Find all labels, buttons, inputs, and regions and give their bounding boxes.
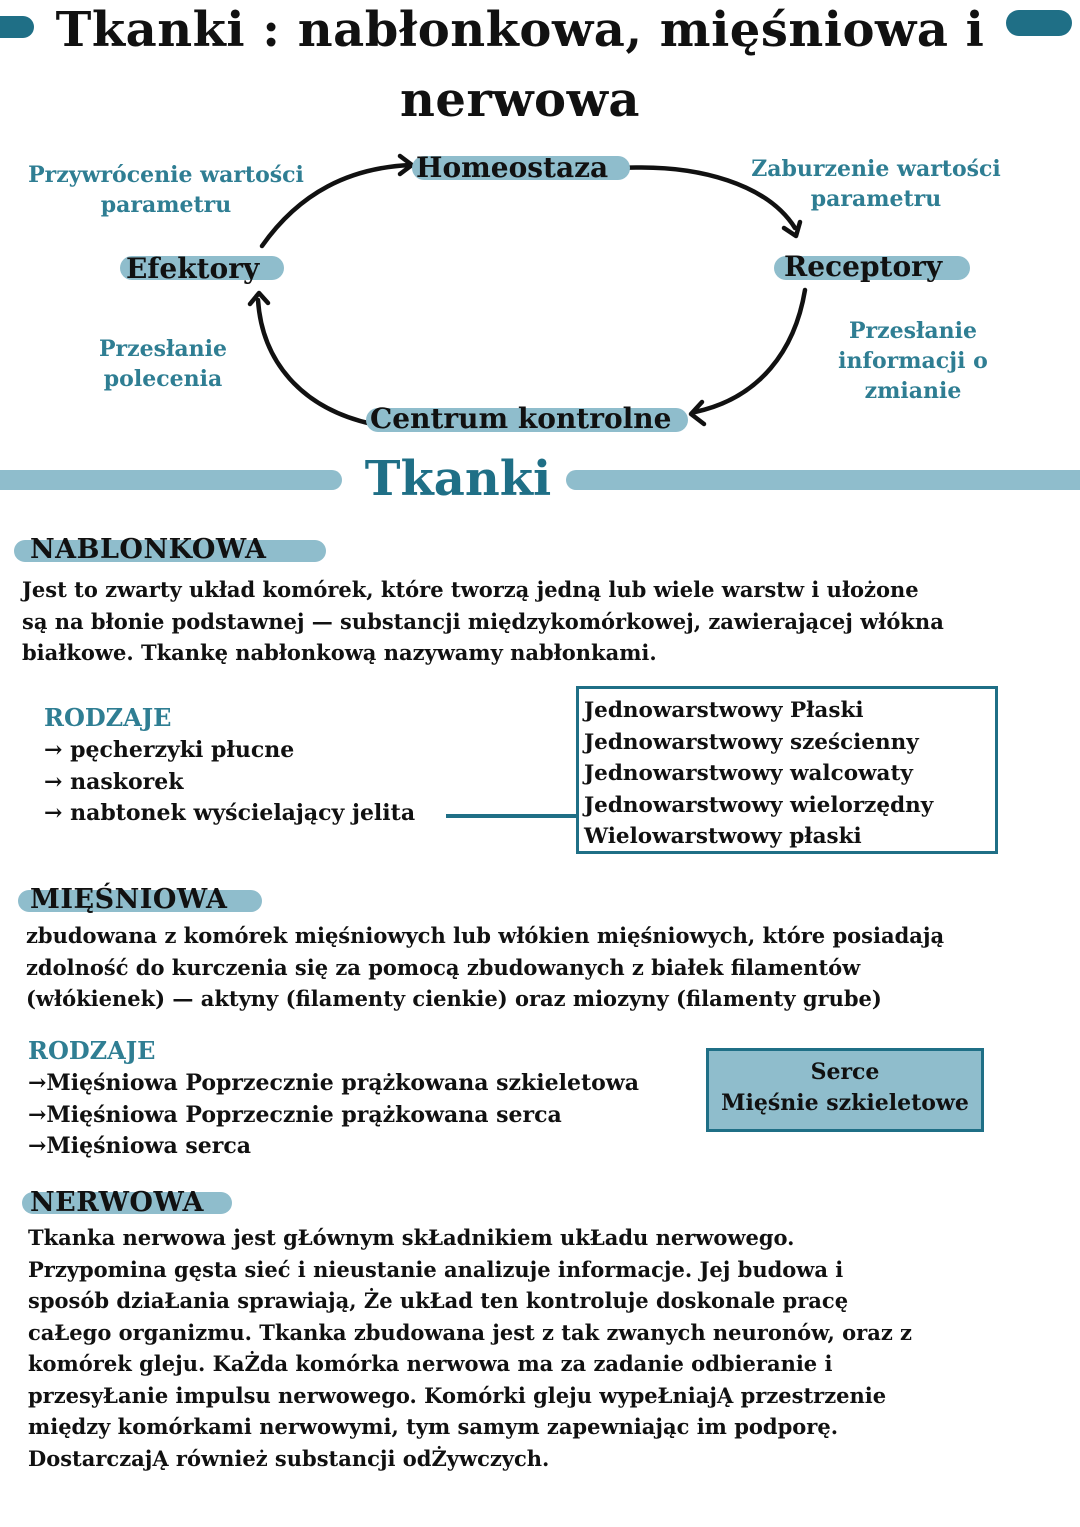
label-przeslanie-polecenia-line-1: Przesłanie — [98, 336, 228, 362]
box-item: Mięśnie szkieletowe — [721, 1090, 969, 1116]
node-efektory: Efektory — [126, 252, 260, 285]
nerwowa-text-line: DostarczajĄ również substancji odŻywczych. — [28, 1445, 550, 1471]
miesniowa-rodzaje-label: RODZAJE — [28, 1036, 156, 1065]
miesniowa-text-line: zdolność do kurczenia się za pomocą zbudowanych z białek filamentów — [26, 954, 861, 980]
list-item: → naskorek — [44, 768, 184, 795]
nerwowa-description — [28, 1222, 1068, 1474]
label-zaburzenie — [740, 154, 1012, 214]
label-zaburzenie-line-2: parametru — [810, 186, 942, 212]
list-item: →Mięśniowa Poprzecznie prążkowana szkieletowa — [28, 1070, 639, 1096]
box-item: Jednowarstwowy sześcienny — [584, 729, 919, 755]
nerwowa-text-line: sposób dziaŁania sprawiają, Że ukŁad ten kontroluje doskonale pracę — [28, 1288, 849, 1313]
heading-miesniowa: MIĘŚNIOWA — [30, 884, 228, 915]
nerwowa-text-line: Tkanka nerwowa jest gŁównym skŁadnikiem ukŁadu nerwowego. — [28, 1225, 795, 1250]
list-item: → pęcherzyki płucne — [44, 737, 295, 763]
list-item: → nabtonek wyścielający jelita — [44, 800, 416, 826]
node-centrum-kontrolne: Centrum kontrolne — [370, 402, 672, 435]
nablonkowa-text-line: Jest to zwarty układ komórek, które tworzą jedną lub wiele warstw i ułożone — [22, 577, 919, 602]
nerwowa-text-line: przesyŁanie impulsu nerwowego. Komórki gleju wypeŁniajĄ przestrzenie — [28, 1382, 887, 1408]
section-title-tkanki: Tkanki — [364, 451, 552, 507]
divider-right-bar — [566, 470, 1080, 490]
heading-nerwowa: NERWOWA — [30, 1187, 204, 1218]
connector-line — [446, 814, 578, 818]
label-przeslanie-polecenia — [80, 334, 246, 394]
label-przywrocenie — [14, 160, 318, 220]
nerwowa-text-line: caŁego organizmu. Tkanka zbudowana jest z tak zwanych neuronów, oraz z — [28, 1319, 912, 1345]
node-receptory: Receptory — [784, 250, 943, 283]
label-zaburzenie-line-1: Zaburzenie wartości — [751, 156, 1001, 182]
nablonkowa-text-line: białkowe. Tkankę nabłonkową nazywamy nabłonkami. — [22, 640, 657, 665]
page-title — [0, 0, 1040, 134]
arrow-receptory-to-centrum — [695, 290, 805, 412]
box-item: Jednowarstwowy wielorzędny — [584, 792, 934, 818]
label-przeslanie-info-line-1: Przesłanie — [848, 318, 978, 344]
label-przeslanie-informacji — [820, 316, 1006, 406]
label-przywrocenie-line-1: Przywrócenie wartości — [28, 162, 304, 188]
nerwowa-text-line: komórek gleju. KaŻda komórka nerwowa ma za zadanie odbieranie i — [28, 1351, 833, 1376]
label-przywrocenie-line-2: parametru — [100, 192, 232, 218]
label-przeslanie-info-line-2: informacji o — [838, 348, 988, 374]
miesniowa-types-box — [706, 1048, 984, 1132]
page-title-line-2: nerwowa — [400, 72, 640, 128]
box-item: Serce — [810, 1059, 880, 1085]
nablonkowa-description — [22, 574, 1072, 669]
arrow-centrum-to-efektory — [258, 300, 372, 424]
box-item: Jednowarstwowy Płaski — [584, 698, 864, 723]
nablonkowa-rodzaje-list — [44, 735, 415, 830]
miesniowa-text-line: zbudowana z komórek mięśniowych lub włókien mięśniowych, które posiadają — [26, 923, 945, 948]
nerwowa-text-line: między komórkami nerwowymi, tym samym zapewniając im podporę. — [28, 1414, 839, 1439]
nablonkowa-rodzaje-label: RODZAJE — [44, 703, 172, 732]
nablonkowa-text-line: są na błonie podstawnej — substancji międzykomórkowej, zawierającej włókna — [22, 608, 944, 634]
page-title-line-1: Tkanki : nabłonkowa, mięśniowa i — [55, 2, 985, 58]
miesniowa-description — [26, 920, 1076, 1015]
label-przeslanie-polecenia-line-2: polecenia — [103, 366, 223, 392]
list-item: →Mięśniowa serca — [28, 1133, 252, 1159]
box-item: Wielowarstwowy płaski — [584, 824, 862, 849]
divider-left-bar — [0, 470, 342, 490]
heading-nablonkowa: NABLONKOWA — [30, 534, 267, 565]
nerwowa-text-line: Przypomina gęsta sieć i nieustanie analizuje informacje. Jej budowa i — [28, 1256, 844, 1282]
box-item: Jednowarstwowy walcowaty — [584, 761, 913, 786]
nablonkowa-types-box — [576, 686, 998, 854]
miesniowa-text-line: (włókienek) — aktyny (filamenty cienkie) oraz miozyny (filamenty grube) — [26, 986, 882, 1011]
label-przeslanie-info-line-3: zmianie — [864, 378, 962, 404]
list-item: →Mięśniowa Poprzecznie prążkowana serca — [28, 1101, 562, 1128]
miesniowa-rodzaje-list — [28, 1068, 639, 1163]
node-homeostaza: Homeostaza — [416, 151, 609, 184]
